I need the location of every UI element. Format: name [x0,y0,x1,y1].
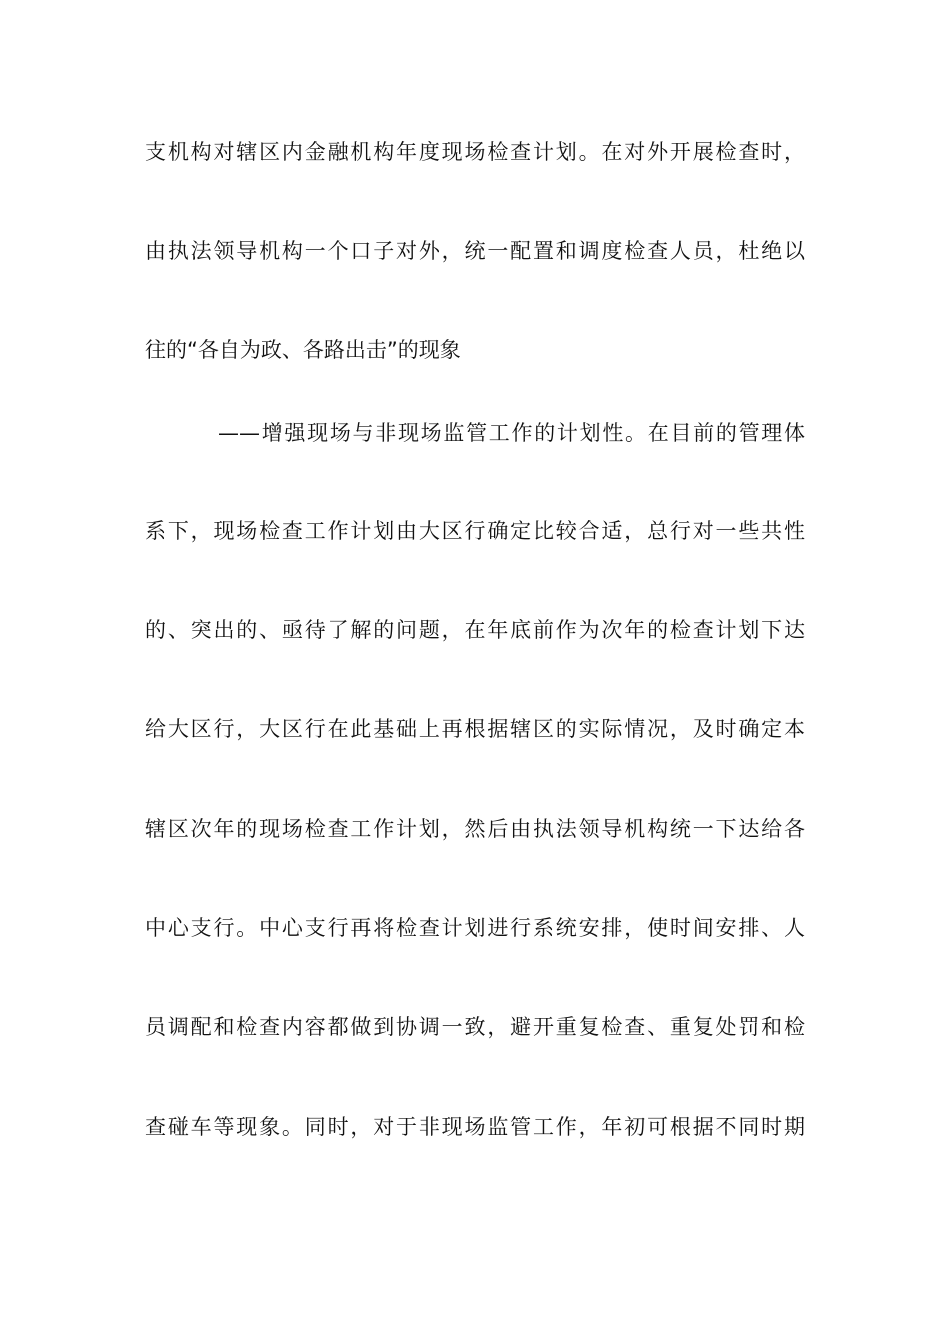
text-line-10: 员调配和检查内容都做到协调一致，避开重复检查、重复处罚和检 [145,1015,805,1039]
text-line-2: 由执法领导机构一个口子对外，统一配置和调度检查人员，杜绝以 [145,239,805,263]
text-line-4-paragraph-start: ——增强现场与非现场监管工作的计划性。在目前的管理体 [218,421,805,445]
text-line-8: 辖区次年的现场检查工作计划，然后由执法领导机构统一下达给各 [145,817,805,841]
text-line-3: 往的“各自为政、各路出击”的现象 [145,338,461,362]
text-line-7: 给大区行，大区行在此基础上再根据辖区的实际情况，及时确定本 [145,717,805,741]
text-line-11: 查碰车等现象。同时，对于非现场监管工作，年初可根据不同时期 [145,1115,805,1139]
text-line-9: 中心支行。中心支行再将检查计划进行系统安排，使时间安排、人 [145,916,805,940]
text-line-1: 支机构对辖区内金融机构年度现场检查计划。在对外开展检查时， [145,140,805,164]
text-line-5: 系下，现场检查工作计划由大区行确定比较合适，总行对一些共性 [145,519,805,543]
text-line-6: 的、突出的、亟待了解的问题，在年底前作为次年的检查计划下达 [145,618,805,642]
